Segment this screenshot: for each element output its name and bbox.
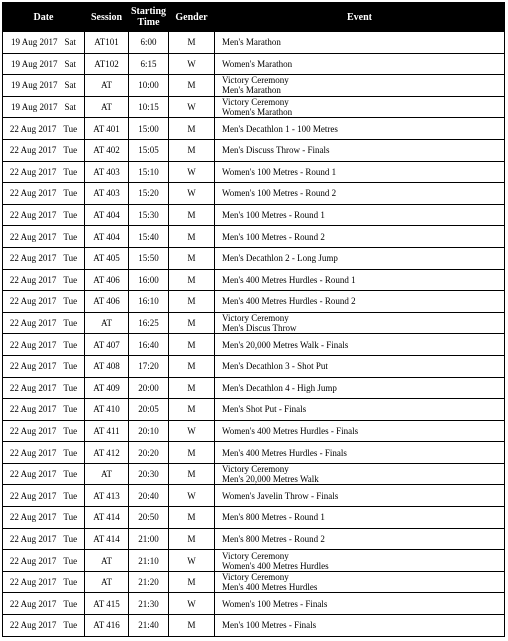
event-line: Women's 400 Metres Hurdles - Finals bbox=[222, 425, 359, 436]
date-text: 22 Aug 2017 bbox=[9, 318, 57, 329]
event-cell bbox=[215, 118, 505, 140]
table-row bbox=[3, 463, 505, 485]
session-cell: AT 403 bbox=[85, 183, 129, 205]
session-cell: AT 402 bbox=[85, 139, 129, 161]
gender-cell: M bbox=[169, 269, 215, 291]
event-line: Men's Marathon bbox=[222, 85, 281, 96]
weekday-text: Tue bbox=[63, 512, 78, 523]
date-text: 22 Aug 2017 bbox=[9, 253, 57, 264]
gender-cell: W bbox=[169, 485, 215, 507]
table-row bbox=[3, 139, 505, 161]
gender-cell: M bbox=[169, 528, 215, 550]
date-cell bbox=[3, 355, 85, 377]
event-line: Women's 400 Metres Hurdles bbox=[222, 560, 329, 571]
gender-cell: M bbox=[169, 615, 215, 637]
gender-cell: M bbox=[169, 312, 215, 334]
event-line: Women's Marathon bbox=[222, 58, 293, 69]
weekday-text: Tue bbox=[63, 145, 78, 156]
table-header bbox=[3, 3, 505, 32]
event-line: Men's Decathlon 1 - 100 Metres bbox=[222, 123, 338, 134]
column-header-event: Event bbox=[215, 3, 505, 32]
date-cell bbox=[3, 377, 85, 399]
date-cell bbox=[3, 420, 85, 442]
weekday-text: Tue bbox=[63, 425, 78, 436]
table-row bbox=[3, 226, 505, 248]
session-cell: AT bbox=[85, 571, 129, 593]
table-row bbox=[3, 291, 505, 313]
date-text: 22 Aug 2017 bbox=[9, 469, 57, 480]
gender-cell: W bbox=[169, 53, 215, 75]
weekday-text: Tue bbox=[63, 361, 78, 372]
gender-cell: W bbox=[169, 183, 215, 205]
session-cell: AT 412 bbox=[85, 442, 129, 464]
session-cell: AT 414 bbox=[85, 528, 129, 550]
event-line: Women's Javelin Throw - Finals bbox=[222, 490, 339, 501]
session-cell: AT bbox=[85, 550, 129, 572]
gender-cell: M bbox=[169, 226, 215, 248]
gender-cell: M bbox=[169, 399, 215, 421]
event-cell bbox=[215, 53, 505, 75]
starting-time-cell: 6:15 bbox=[129, 53, 169, 75]
event-cell bbox=[215, 161, 505, 183]
starting-time-cell: 16:25 bbox=[129, 312, 169, 334]
session-cell: AT101 bbox=[85, 32, 129, 54]
weekday-text: Tue bbox=[63, 274, 78, 285]
date-text: 19 Aug 2017 bbox=[10, 58, 58, 69]
starting-time-cell: 15:30 bbox=[129, 204, 169, 226]
event-cell bbox=[215, 399, 505, 421]
table-row bbox=[3, 53, 505, 75]
date-cell bbox=[3, 96, 85, 118]
date-cell bbox=[3, 291, 85, 313]
session-cell: AT bbox=[85, 96, 129, 118]
session-cell: AT 404 bbox=[85, 204, 129, 226]
event-cell bbox=[215, 312, 505, 334]
gender-cell: M bbox=[169, 355, 215, 377]
table-row bbox=[3, 204, 505, 226]
weekday-text: Sat bbox=[64, 37, 77, 48]
event-line: Men's Decathlon 3 - Shot Put bbox=[222, 361, 328, 372]
schedule-container bbox=[2, 2, 505, 637]
event-line: Men's 400 Metres Hurdles - Finals bbox=[222, 447, 347, 458]
date-cell bbox=[3, 139, 85, 161]
header-row bbox=[3, 3, 505, 32]
table-row bbox=[3, 355, 505, 377]
date-text: 22 Aug 2017 bbox=[9, 404, 57, 415]
event-cell bbox=[215, 226, 505, 248]
gender-cell: M bbox=[169, 75, 215, 97]
event-line: Men's Discus Throw bbox=[222, 323, 297, 334]
date-cell bbox=[3, 118, 85, 140]
session-cell: AT 413 bbox=[85, 485, 129, 507]
date-text: 19 Aug 2017 bbox=[10, 102, 58, 113]
weekday-text: Tue bbox=[63, 253, 78, 264]
starting-time-cell: 21:20 bbox=[129, 571, 169, 593]
date-cell bbox=[3, 399, 85, 421]
table-row bbox=[3, 161, 505, 183]
date-text: 22 Aug 2017 bbox=[9, 598, 57, 609]
starting-time-cell: 15:20 bbox=[129, 183, 169, 205]
date-text: 22 Aug 2017 bbox=[9, 123, 57, 134]
event-line: Men's 800 Metres - Round 2 bbox=[222, 533, 325, 544]
weekday-text: Tue bbox=[63, 166, 78, 177]
weekday-text: Tue bbox=[63, 123, 78, 134]
weekday-text: Tue bbox=[63, 620, 78, 631]
event-line: Victory Ceremony bbox=[222, 572, 289, 583]
starting-time-cell: 21:40 bbox=[129, 615, 169, 637]
column-header-starting-time bbox=[129, 3, 169, 32]
table-row bbox=[3, 485, 505, 507]
weekday-text: Sat bbox=[64, 58, 77, 69]
column-header-starting-time-line1: Starting bbox=[131, 6, 166, 17]
event-cell bbox=[215, 377, 505, 399]
event-line: Men's 400 Metres Hurdles - Round 1 bbox=[222, 274, 356, 285]
date-text: 22 Aug 2017 bbox=[9, 339, 57, 350]
event-line: Victory Ceremony bbox=[222, 464, 289, 475]
starting-time-cell: 15:50 bbox=[129, 247, 169, 269]
gender-cell: W bbox=[169, 420, 215, 442]
starting-time-cell: 16:40 bbox=[129, 334, 169, 356]
date-cell bbox=[3, 442, 85, 464]
date-text: 22 Aug 2017 bbox=[9, 425, 57, 436]
session-cell: AT 406 bbox=[85, 291, 129, 313]
event-cell bbox=[215, 204, 505, 226]
session-cell: AT 411 bbox=[85, 420, 129, 442]
event-line: Men's Decathlon 2 - Long Jump bbox=[222, 253, 338, 264]
table-row bbox=[3, 399, 505, 421]
weekday-text: Tue bbox=[63, 188, 78, 199]
table-row bbox=[3, 593, 505, 615]
date-text: 19 Aug 2017 bbox=[10, 37, 58, 48]
starting-time-cell: 20:10 bbox=[129, 420, 169, 442]
event-line: Men's 20,000 Metres Walk - Finals bbox=[222, 339, 349, 350]
event-line: Women's 100 Metres - Round 2 bbox=[222, 188, 337, 199]
session-cell: AT 415 bbox=[85, 593, 129, 615]
date-text: 22 Aug 2017 bbox=[9, 512, 57, 523]
weekday-text: Tue bbox=[63, 469, 78, 480]
table-body bbox=[3, 32, 505, 637]
event-line: Men's Marathon bbox=[222, 37, 281, 48]
table-row bbox=[3, 550, 505, 572]
date-text: 22 Aug 2017 bbox=[9, 490, 57, 501]
table-row bbox=[3, 377, 505, 399]
date-text: 22 Aug 2017 bbox=[9, 296, 57, 307]
gender-cell: M bbox=[169, 334, 215, 356]
starting-time-cell: 6:00 bbox=[129, 32, 169, 54]
weekday-text: Tue bbox=[63, 577, 78, 588]
session-cell: AT 407 bbox=[85, 334, 129, 356]
gender-cell: M bbox=[169, 291, 215, 313]
table-row bbox=[3, 507, 505, 529]
event-line: Men's 400 Metres Hurdles bbox=[222, 582, 318, 593]
starting-time-cell: 15:00 bbox=[129, 118, 169, 140]
weekday-text: Tue bbox=[63, 210, 78, 221]
gender-cell: M bbox=[169, 32, 215, 54]
event-line: Victory Ceremony bbox=[222, 97, 289, 108]
date-text: 22 Aug 2017 bbox=[9, 274, 57, 285]
gender-cell: W bbox=[169, 593, 215, 615]
table-row bbox=[3, 32, 505, 54]
event-line: Men's Discuss Throw - Finals bbox=[222, 145, 330, 156]
date-text: 22 Aug 2017 bbox=[9, 382, 57, 393]
session-cell: AT 403 bbox=[85, 161, 129, 183]
table-row bbox=[3, 528, 505, 550]
session-cell: AT 408 bbox=[85, 355, 129, 377]
date-cell bbox=[3, 528, 85, 550]
session-cell: AT 404 bbox=[85, 226, 129, 248]
table-row bbox=[3, 269, 505, 291]
weekday-text: Tue bbox=[63, 404, 78, 415]
date-text: 22 Aug 2017 bbox=[9, 145, 57, 156]
event-cell bbox=[215, 247, 505, 269]
starting-time-cell: 20:05 bbox=[129, 399, 169, 421]
starting-time-cell: 20:50 bbox=[129, 507, 169, 529]
date-cell bbox=[3, 550, 85, 572]
event-line: Men's 20,000 Metres Walk bbox=[222, 474, 319, 485]
date-text: 22 Aug 2017 bbox=[9, 188, 57, 199]
date-cell bbox=[3, 593, 85, 615]
starting-time-cell: 20:20 bbox=[129, 442, 169, 464]
table-row bbox=[3, 96, 505, 118]
event-line: Victory Ceremony bbox=[222, 550, 289, 561]
gender-cell: M bbox=[169, 118, 215, 140]
date-text: 22 Aug 2017 bbox=[9, 555, 57, 566]
gender-cell: W bbox=[169, 96, 215, 118]
column-header-date: Date bbox=[3, 3, 85, 32]
gender-cell: M bbox=[169, 139, 215, 161]
event-cell bbox=[215, 334, 505, 356]
event-line: Women's 100 Metres - Round 1 bbox=[222, 166, 337, 177]
date-cell bbox=[3, 32, 85, 54]
event-cell bbox=[215, 571, 505, 593]
event-line: Women's 100 Metres - Finals bbox=[222, 598, 328, 609]
date-text: 22 Aug 2017 bbox=[9, 620, 57, 631]
event-cell bbox=[215, 139, 505, 161]
session-cell: AT 410 bbox=[85, 399, 129, 421]
gender-cell: M bbox=[169, 442, 215, 464]
event-cell bbox=[215, 75, 505, 97]
date-text: 22 Aug 2017 bbox=[9, 361, 57, 372]
gender-cell: M bbox=[169, 463, 215, 485]
event-line: Men's 800 Metres - Round 1 bbox=[222, 512, 325, 523]
session-cell: AT 401 bbox=[85, 118, 129, 140]
starting-time-cell: 20:00 bbox=[129, 377, 169, 399]
starting-time-cell: 15:10 bbox=[129, 161, 169, 183]
session-cell: AT bbox=[85, 312, 129, 334]
gender-cell: W bbox=[169, 550, 215, 572]
event-cell bbox=[215, 615, 505, 637]
date-text: 22 Aug 2017 bbox=[9, 231, 57, 242]
column-header-session: Session bbox=[85, 3, 129, 32]
session-cell: AT 409 bbox=[85, 377, 129, 399]
event-line: Women's Marathon bbox=[222, 107, 293, 118]
weekday-text: Tue bbox=[63, 318, 78, 329]
weekday-text: Tue bbox=[63, 231, 78, 242]
date-cell bbox=[3, 161, 85, 183]
weekday-text: Tue bbox=[63, 339, 78, 350]
event-cell bbox=[215, 485, 505, 507]
session-cell: AT 405 bbox=[85, 247, 129, 269]
starting-time-cell: 10:15 bbox=[129, 96, 169, 118]
date-cell bbox=[3, 571, 85, 593]
event-cell bbox=[215, 269, 505, 291]
weekday-text: Tue bbox=[63, 598, 78, 609]
table-row bbox=[3, 312, 505, 334]
weekday-text: Tue bbox=[63, 490, 78, 501]
date-cell bbox=[3, 485, 85, 507]
date-cell bbox=[3, 334, 85, 356]
date-text: 19 Aug 2017 bbox=[10, 80, 58, 91]
starting-time-cell: 17:20 bbox=[129, 355, 169, 377]
event-line: Men's 100 Metres - Finals bbox=[222, 620, 317, 631]
starting-time-cell: 15:05 bbox=[129, 139, 169, 161]
gender-cell: M bbox=[169, 247, 215, 269]
table-row bbox=[3, 615, 505, 637]
date-cell bbox=[3, 247, 85, 269]
gender-cell: M bbox=[169, 507, 215, 529]
starting-time-cell: 20:30 bbox=[129, 463, 169, 485]
table-row bbox=[3, 75, 505, 97]
gender-cell: M bbox=[169, 571, 215, 593]
starting-time-cell: 16:00 bbox=[129, 269, 169, 291]
date-cell bbox=[3, 183, 85, 205]
column-header-starting-time-line2: Time bbox=[137, 17, 160, 28]
column-header-gender: Gender bbox=[169, 3, 215, 32]
table-row bbox=[3, 183, 505, 205]
table-row bbox=[3, 247, 505, 269]
date-cell bbox=[3, 463, 85, 485]
event-line: Victory Ceremony bbox=[222, 75, 289, 86]
event-cell bbox=[215, 183, 505, 205]
date-text: 22 Aug 2017 bbox=[9, 210, 57, 221]
weekday-text: Sat bbox=[64, 102, 77, 113]
session-cell: AT 416 bbox=[85, 615, 129, 637]
table-row bbox=[3, 571, 505, 593]
event-line: Men's Decathlon 4 - High Jump bbox=[222, 382, 337, 393]
date-cell bbox=[3, 204, 85, 226]
gender-cell: M bbox=[169, 377, 215, 399]
date-cell bbox=[3, 507, 85, 529]
date-cell bbox=[3, 75, 85, 97]
weekday-text: Tue bbox=[63, 533, 78, 544]
starting-time-cell: 16:10 bbox=[129, 291, 169, 313]
starting-time-cell: 21:10 bbox=[129, 550, 169, 572]
session-cell: AT 414 bbox=[85, 507, 129, 529]
schedule-table bbox=[2, 2, 505, 637]
date-text: 22 Aug 2017 bbox=[9, 533, 57, 544]
event-cell bbox=[215, 528, 505, 550]
event-cell bbox=[215, 291, 505, 313]
event-cell bbox=[215, 463, 505, 485]
event-line: Men's 400 Metres Hurdles - Round 2 bbox=[222, 296, 356, 307]
date-cell bbox=[3, 615, 85, 637]
event-line: Victory Ceremony bbox=[222, 313, 289, 324]
weekday-text: Tue bbox=[63, 382, 78, 393]
event-cell bbox=[215, 96, 505, 118]
event-cell bbox=[215, 420, 505, 442]
date-cell bbox=[3, 226, 85, 248]
event-cell bbox=[215, 550, 505, 572]
session-cell: AT 406 bbox=[85, 269, 129, 291]
table-row bbox=[3, 420, 505, 442]
date-cell bbox=[3, 312, 85, 334]
table-row bbox=[3, 334, 505, 356]
gender-cell: W bbox=[169, 161, 215, 183]
event-line: Men's 100 Metres - Round 2 bbox=[222, 231, 325, 242]
gender-cell: M bbox=[169, 204, 215, 226]
starting-time-cell: 21:00 bbox=[129, 528, 169, 550]
weekday-text: Tue bbox=[63, 447, 78, 458]
starting-time-cell: 21:30 bbox=[129, 593, 169, 615]
event-line: Men's 100 Metres - Round 1 bbox=[222, 210, 325, 221]
event-cell bbox=[215, 507, 505, 529]
weekday-text: Sat bbox=[64, 80, 77, 91]
table-row bbox=[3, 442, 505, 464]
event-cell bbox=[215, 355, 505, 377]
starting-time-cell: 15:40 bbox=[129, 226, 169, 248]
starting-time-cell: 20:40 bbox=[129, 485, 169, 507]
event-cell bbox=[215, 32, 505, 54]
weekday-text: Tue bbox=[63, 296, 78, 307]
session-cell: AT bbox=[85, 463, 129, 485]
date-text: 22 Aug 2017 bbox=[9, 577, 57, 588]
session-cell: AT102 bbox=[85, 53, 129, 75]
date-text: 22 Aug 2017 bbox=[9, 166, 57, 177]
session-cell: AT bbox=[85, 75, 129, 97]
date-cell bbox=[3, 53, 85, 75]
date-cell bbox=[3, 269, 85, 291]
event-cell bbox=[215, 593, 505, 615]
event-cell bbox=[215, 442, 505, 464]
event-line: Men's Shot Put - Finals bbox=[222, 404, 307, 415]
table-row bbox=[3, 118, 505, 140]
starting-time-cell: 10:00 bbox=[129, 75, 169, 97]
date-text: 22 Aug 2017 bbox=[9, 447, 57, 458]
weekday-text: Tue bbox=[63, 555, 78, 566]
